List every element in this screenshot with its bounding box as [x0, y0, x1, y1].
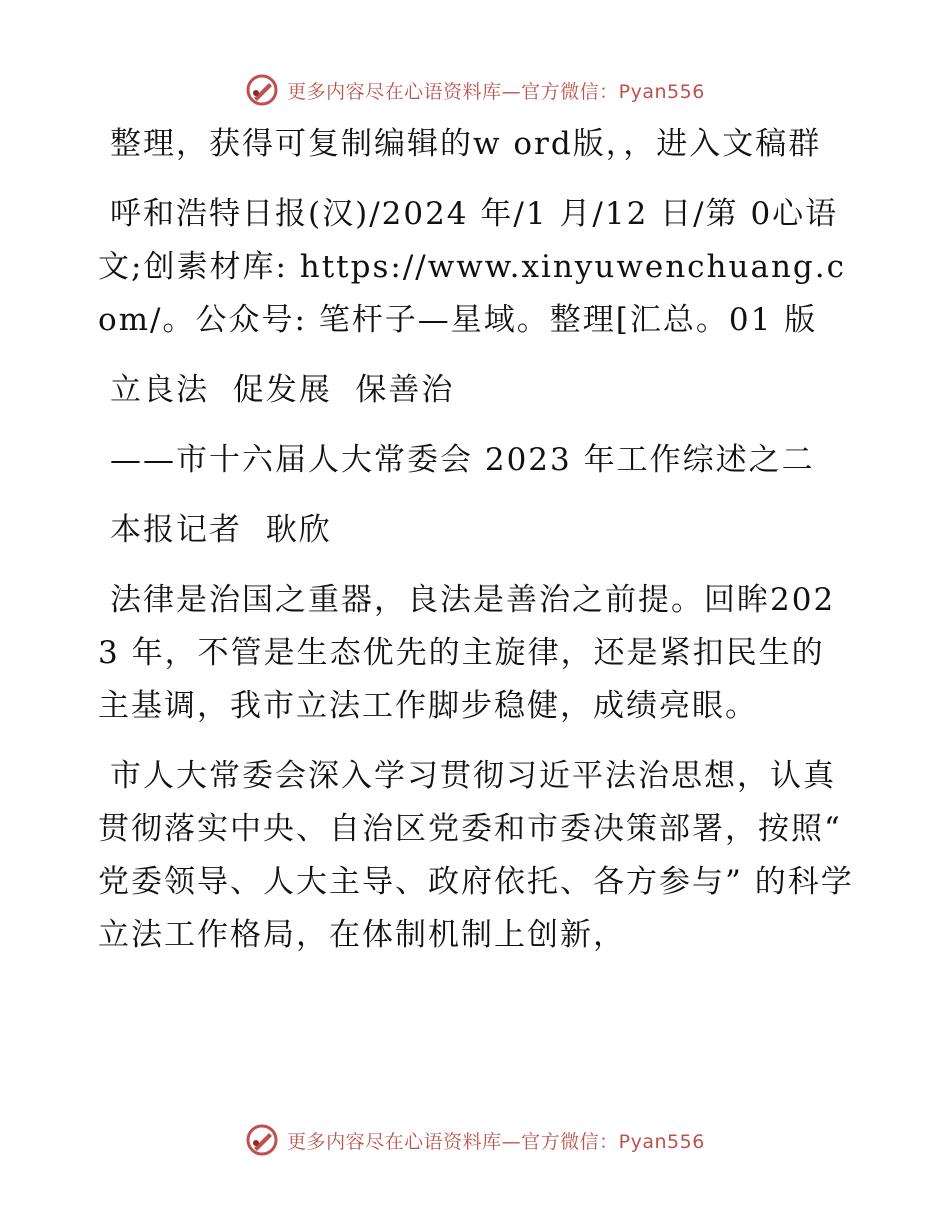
paragraph-body-2: 市人大常委会深入学习贯彻习近平法治思想，认真贯彻落实中央、自治区党委和市委决策部署，按照“ 党委领导、人大主导、政府依托、各方参与” 的科学立法工作格局，在体制机制上创新， [98, 758, 854, 953]
footer-banner-text: 更多内容尽在心语资料库—官方微信：Pyan556 [287, 1130, 705, 1153]
footer-banner [0, 1122, 950, 1158]
paragraph-source: 呼和浩特日报(汉)/2024 年/1 月/12 日/第 0心语文;创素材库: https://www.xinyuwenchuang.com/。公众号: 笔杆子—星域。整理[汇总。01 版 [98, 196, 846, 338]
paragraph-intro: 整理，获得可复制编辑的w ord版，，进入文稿群 [110, 126, 822, 162]
article-title: 立良法 促发展 保善治 [110, 372, 455, 408]
header-banner-text: 更多内容尽在心语资料库—官方微信：Pyan556 [287, 80, 705, 103]
document-body [98, 118, 854, 979]
pen-logo-icon [245, 73, 279, 107]
pen-logo-icon [245, 1123, 279, 1157]
header-banner [0, 72, 950, 108]
article-subtitle: ——市十六届人大常委会 2023 年工作综述之二 [110, 442, 815, 478]
paragraph-body-1: 法律是治国之重器，良法是善治之前提。回眸2023 年，不管是生态优先的主旋律，还是紧扣民生的主基调，我市立法工作脚步稳健，成绩亮眼。 [98, 582, 836, 724]
article-byline: 本报记者 耿欣 [110, 512, 332, 548]
